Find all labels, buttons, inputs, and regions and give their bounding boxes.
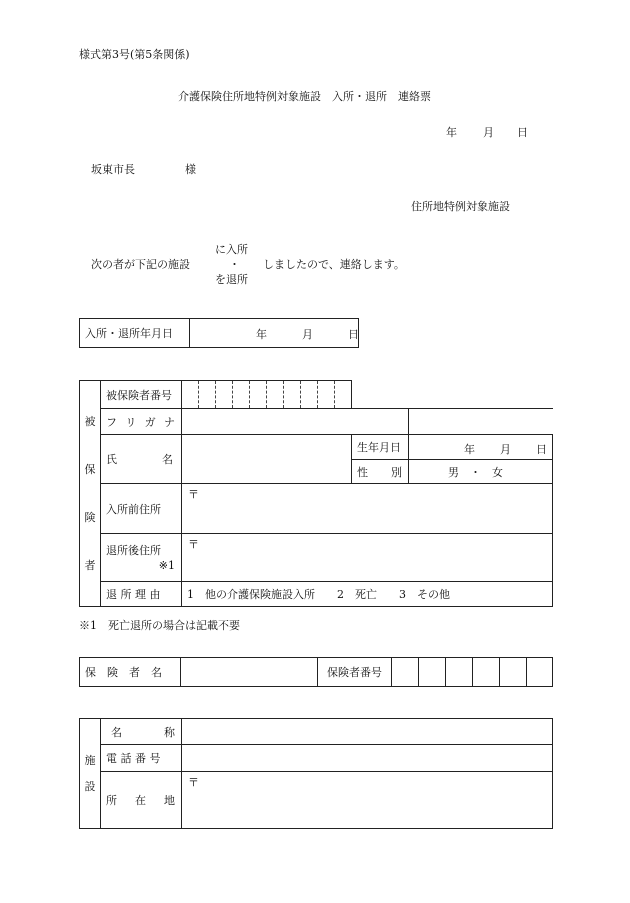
insurer-number-digit[interactable] (500, 658, 527, 687)
move-date-day: 日 (348, 328, 359, 341)
notice-prefix: 次の者が下記の施設 (91, 258, 190, 271)
postal-mark: 〒 (188, 488, 199, 501)
birth-date-input[interactable] (409, 435, 553, 460)
insured-table (79, 380, 553, 607)
notice-option-out: を退所 (215, 273, 248, 286)
postal-mark: 〒 (188, 776, 199, 789)
date-day: 日 (517, 126, 528, 139)
insurer-number-digit[interactable] (392, 658, 419, 687)
post-address-input[interactable] (182, 534, 553, 582)
insurer-name-input[interactable] (181, 658, 318, 687)
birth-year: 年 (464, 443, 475, 456)
blank-cell (352, 381, 553, 409)
facility-name-label: 名 称 (101, 719, 182, 745)
birth-month: 月 (500, 443, 511, 456)
name-input[interactable] (182, 435, 352, 484)
sender-label: 住所地特例対象施設 (411, 200, 510, 213)
insurer-name-label: 保 険 者 名 (80, 658, 181, 687)
insured-number-label: 被保険者番号 (101, 381, 182, 409)
honorific: 様 (185, 163, 196, 176)
form-title: 介護保険住所地特例対象施設 入所・退所 連絡票 (178, 90, 431, 103)
birth-day: 日 (536, 443, 547, 456)
insured-number-input[interactable] (182, 381, 352, 409)
insurer-number-digit[interactable] (473, 658, 500, 687)
post-address-label: 退所後住所 ※1 (101, 534, 182, 582)
notice-suffix: しましたので、連絡します。 (263, 258, 405, 271)
facility-address-input[interactable] (182, 772, 553, 829)
reason-options[interactable]: 1 他の介護保険施設入所 2 死亡 3 その他 (182, 582, 553, 607)
insurer-table (79, 657, 553, 687)
date-year: 年 (446, 126, 457, 139)
blank-cell (409, 409, 553, 435)
insured-section-label: 被 保 険 者 (80, 381, 101, 607)
sex-select[interactable]: 男 ・ 女 (409, 460, 553, 484)
facility-phone-label: 電 話 番 号 (101, 745, 182, 772)
facility-section-label: 施 設 (80, 719, 101, 829)
footnote: ※1 死亡退所の場合は記載不要 (79, 619, 240, 632)
facility-phone-input[interactable] (182, 745, 553, 772)
sex-label: 性 別 (352, 460, 409, 484)
facility-address-label: 所 在 地 (101, 772, 182, 829)
prev-address-input[interactable] (182, 484, 553, 534)
birth-date-label: 生年月日 (352, 435, 409, 460)
move-date-label: 入所・退所年月日 (80, 319, 190, 348)
date-month: 月 (483, 126, 494, 139)
move-date-table (79, 318, 359, 348)
facility-table (79, 718, 553, 829)
move-date-month: 月 (302, 328, 313, 341)
insurer-number-digit[interactable] (419, 658, 446, 687)
facility-name-input[interactable] (182, 719, 553, 745)
move-date-year: 年 (256, 328, 267, 341)
postal-mark: 〒 (188, 538, 199, 551)
furigana-label: フ リ ガ ナ (101, 409, 182, 435)
insurer-number-digit[interactable] (527, 658, 553, 687)
notice-option-dot: ・ (229, 258, 240, 271)
furigana-input[interactable] (182, 409, 409, 435)
insurer-number-digit[interactable] (446, 658, 473, 687)
insurer-number-label: 保険者番号 (318, 658, 392, 687)
form-number: 様式第3号(第5条関係) (79, 48, 190, 61)
move-date-field[interactable] (190, 319, 359, 348)
reason-label: 退 所 理 由 (101, 582, 182, 607)
addressee: 坂東市長 (91, 163, 135, 176)
notice-option-in: に入所 (215, 243, 248, 256)
name-label: 氏 名 (101, 435, 182, 484)
prev-address-label: 入所前住所 (101, 484, 182, 534)
